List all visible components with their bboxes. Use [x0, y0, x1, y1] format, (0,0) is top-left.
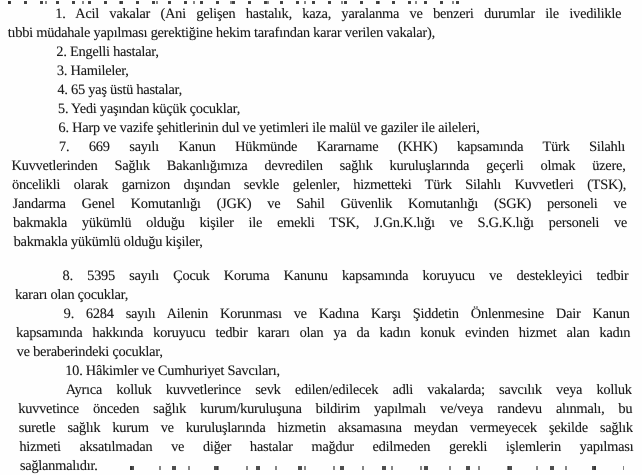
- closing-paragraph: Ayrıca kolluk kuvvetlerince sevk edilen/edilecek adli vakalarda; savcılık veya kolluk: [65, 382, 632, 398]
- doc-line: ve beraberindeki çocuklar,: [16, 344, 163, 360]
- doc-line: suretle sağlık kurum ve kuruluşlarında hizmetin aksamasına meydan vermeyecek şekilde sağlık: [18, 420, 634, 436]
- doc-line: Jandarma Genel Komutanlığı (JGK) ve Sahil Güvenlik Komutanlığı (SGK) personeli ve: [12, 196, 627, 212]
- doc-line: tıbbi müdahale yapılması gerektiğine hekim tarafından karar verilen vakalar),: [7, 25, 436, 41]
- list-item-5: 5. Yedi yaşından küçük çocuklar,: [57, 101, 241, 117]
- doc-line: kuvvetince önceden sağlık kurum/kuruluşuna bildirim yapılmalı ve/veya randevu alınmalı, bu: [18, 401, 633, 417]
- list-item-8: 8. 5395 sayılı Çocuk Koruma Kanunu kapsamında koruyucu ve destekleyici tedbir: [62, 268, 629, 284]
- doc-line: bakmakla yükümlü olduğu kişiler ile emekli TSK, J.Gn.K.lığı ve S.G.K.lığı personeli ve: [12, 215, 628, 231]
- clipped-line-bottom: [130, 466, 624, 470]
- doc-line: kapsamında hakkında koruyucu tedbir kararı olan ya da kadın konuk evinden hizmet alan kadın: [15, 325, 631, 341]
- doc-line: öncelikli olarak garnizon dışından sevkle gelenler, hizmetteki Türk Silahlı Kuvvetleri (TSK),: [11, 177, 627, 193]
- doc-line: kararı olan çocuklar,: [14, 287, 129, 303]
- doc-line: sağlanmalıdır.: [19, 458, 98, 474]
- list-item-2: 2. Engelli hastalar,: [56, 44, 159, 60]
- list-item-4: 4. 65 yaş üstü hastalar,: [57, 82, 183, 98]
- document-text-block: [7, 5, 634, 475]
- doc-line: Kuvvetlerinden Sağlık Bakanlığımıza devredilen sağlık kuruluşlarında geçerli olmak üzere,: [11, 158, 626, 174]
- list-item-1: 1. Acil vakalar (Ani gelişen hastalık, kaza, yaralanma ve benzeri durumlar ile ivedilikle: [55, 6, 622, 22]
- list-item-3: 3. Hamileler,: [56, 63, 129, 79]
- list-item-6: 6. Harp ve vazife şehitlerinin dul ve yetimleri ile malül ve gaziler ile aileleri,: [58, 120, 480, 136]
- doc-line: bakmakla yükümlü olduğu kişiler,: [13, 234, 203, 250]
- list-item-9: 9. 6284 sayılı Ailenin Korunması ve Kadına Karşı Şiddetin Önlenmesine Dair Kanun: [63, 306, 630, 322]
- doc-line: hizmeti aksatılmadan ve diğer hastalar mağdur edilmeden gerekli işlemlerin yapılması: [19, 439, 634, 455]
- list-item-7: 7. 669 sayılı Kanun Hükmünde Kararname (KHK) kapsamında Türk Silahlı: [58, 139, 626, 155]
- clipped-line-top: [8, 1, 460, 4]
- list-item-10: 10. Hâkimler ve Cumhuriyet Savcıları,: [64, 363, 281, 379]
